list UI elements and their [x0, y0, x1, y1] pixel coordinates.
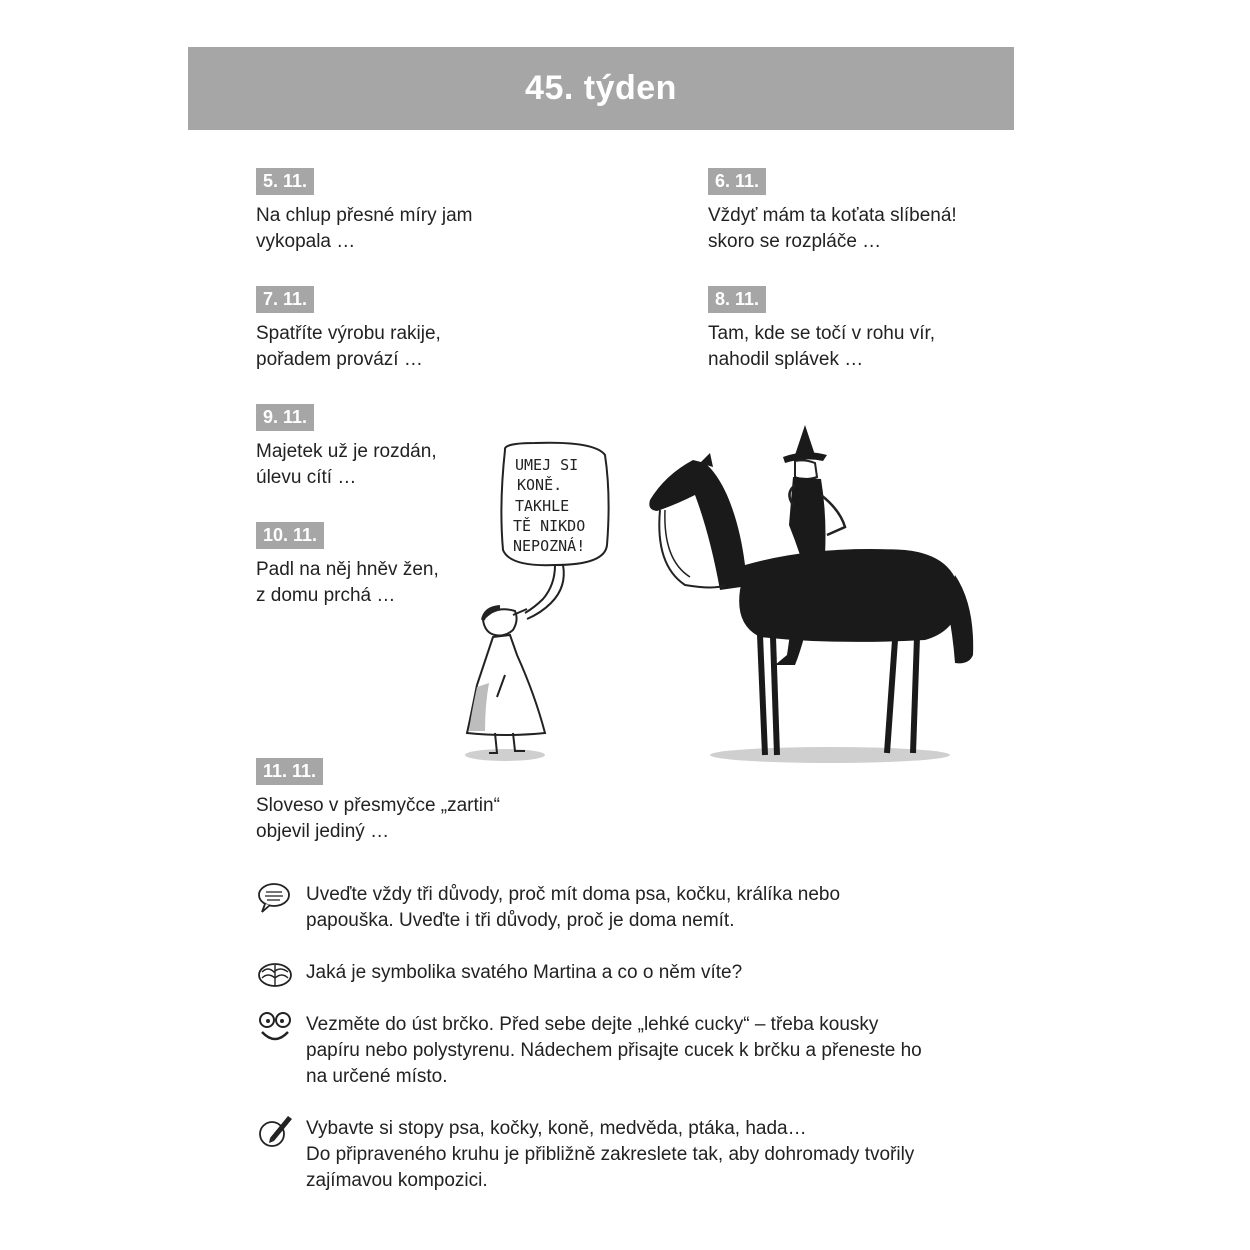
entry-date: 5. 11.	[256, 168, 314, 195]
pencil-circle-icon	[256, 1114, 296, 1150]
week-header	[188, 47, 1014, 130]
task-text: Jaká je symbolika svatého Martina a co o něm víte?	[306, 962, 743, 983]
entry-6-11	[708, 168, 957, 255]
entry-8-11	[708, 286, 935, 373]
entry-date: 10. 11.	[256, 522, 324, 549]
entry-date: 8. 11.	[708, 286, 766, 313]
bubble-line-1: UMEJ SI	[515, 456, 579, 474]
entry-text: Tam, kde se točí v rohu vír, nahodil splávek …	[708, 323, 936, 370]
task-text: Vezměte do úst brčko. Před sebe dejte „lehké cucky“ – třeba kousky papíru nebo polystyrenu. Nádechem přisajte cucek k brčku a přeneste ho na určené místo.	[306, 1014, 922, 1087]
bubble-line-2: KONĚ.	[517, 476, 563, 494]
entry-10-11	[256, 522, 439, 609]
brain-icon	[256, 958, 296, 994]
entry-text: Spatříte výrobu rakije, pořadem provází …	[256, 323, 441, 370]
entry-7-11	[256, 286, 441, 373]
speech-bubble-icon	[256, 880, 296, 916]
entry-text: Na chlup přesné míry jam vykopala …	[256, 205, 473, 252]
man-figure	[465, 607, 545, 761]
task-knowledge	[256, 960, 976, 994]
bubble-line-4: TĚ NIKDO	[513, 517, 586, 535]
entry-date: 9. 11.	[256, 404, 314, 431]
task-discussion	[256, 882, 976, 934]
task-drawing	[256, 1116, 976, 1194]
task-text: Vybavte si stopy psa, kočky, koně, medvěda, ptáka, hada… Do připraveného kruhu je přibližně zakreslete tak, aby dohromady tvořily zajímavou kompozici.	[306, 1118, 915, 1191]
bubble-line-3: TAKHLE	[515, 497, 570, 515]
horse-rider-illustration	[455, 415, 985, 775]
entry-date: 6. 11.	[708, 168, 766, 195]
smiley-glasses-icon	[256, 1010, 296, 1046]
task-experiment	[256, 1012, 976, 1090]
entry-text: Vždyť mám ta koťata slíbená! skoro se rozpláče …	[708, 205, 957, 252]
horse-figure	[649, 425, 973, 763]
bubble-line-5: NEPOZNÁ!	[513, 537, 586, 555]
entry-text: Majetek už je rozdán, úlevu cítí …	[256, 441, 437, 488]
entry-text: Padl na něj hněv žen, z domu prchá …	[256, 559, 439, 606]
entry-5-11	[256, 168, 472, 255]
page-title: 45. týden	[525, 69, 677, 107]
entry-text: Sloveso v přesmyčce „zartin“ objevil jediný …	[256, 795, 500, 842]
task-text: Uveďte vždy tři důvody, proč mít doma psa, kočku, králíka nebo papouška. Uveďte i tři důvody, proč je doma nemít.	[306, 884, 841, 931]
entry-date: 11. 11.	[256, 758, 323, 785]
entry-9-11	[256, 404, 437, 491]
entry-date: 7. 11.	[256, 286, 314, 313]
